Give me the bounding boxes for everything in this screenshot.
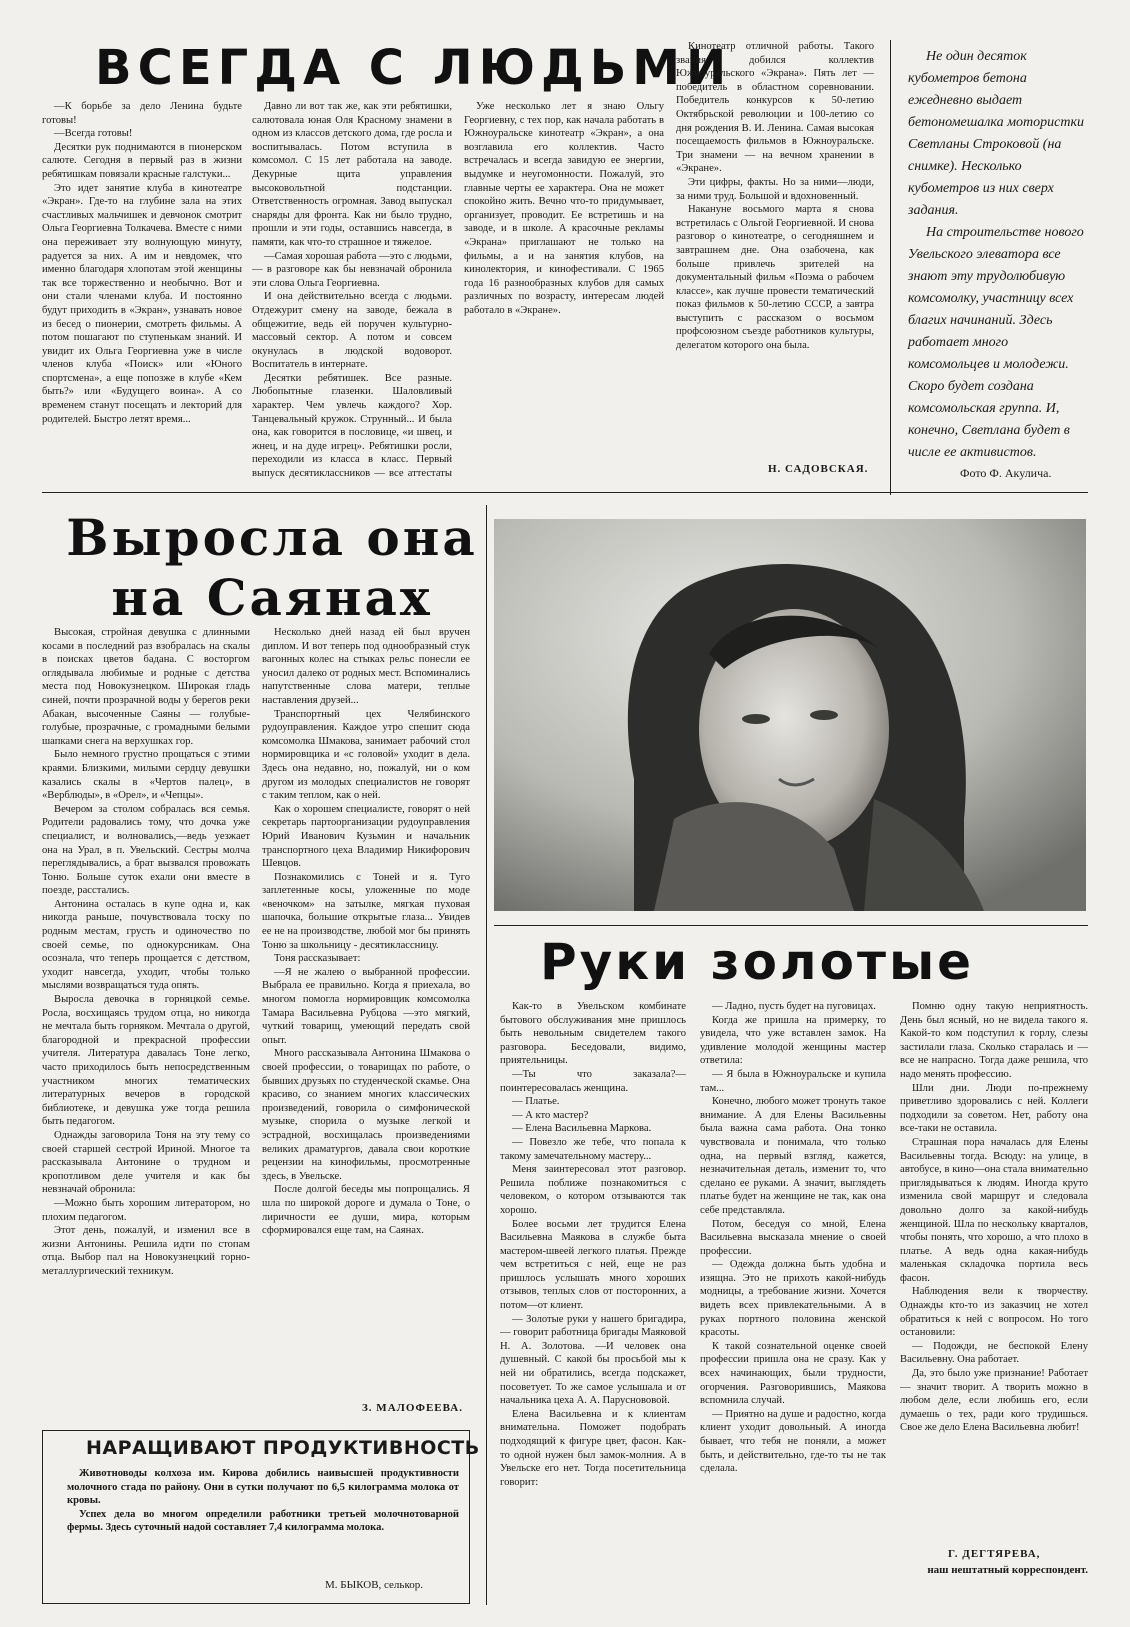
article4-paragraph: Животноводы колхоза им. Кирова добились наивысшей продуктивности молочного стада по району. Они в сутки получают по 6,5 килограмма молока от кровы.: [67, 1468, 459, 1506]
article1-column-4: [676, 40, 874, 458]
article3-paragraph: К такой сознательной оценке своей профессии пришла она не сразу. Как у всех начинающих, были трудности, огорчения. Разговорившись, Маякова вспомнила случай.: [700, 1340, 886, 1407]
article4-body: [67, 1467, 459, 1535]
article1-paragraph: —Самая хорошая работа —это с людьми, — в разговоре как бы невзначай обронила эти слова Ольга Георгиевна.: [252, 250, 452, 289]
article3-paragraph: —Ты что заказала?—поинтересовалась женщина.: [500, 1068, 686, 1094]
article3-paragraph: Да, это было уже признание! Работает — значит творит. А творить можно в любом деле, если любишь его, если думаешь о тех, ради кого трудишься. Свое же дело Елена Васильевна любит!: [900, 1368, 1088, 1434]
article3-paragraph: Конечно, любого может тронуть такое внимание. А для Елены Васильевны была важна сама работа. Она тонко чувствовала и понимала, что только одна, на первый взгляд, кажется, незначительная деталь, изменит то, что сделано ее руками. А значит, выглядеть платье будет на женщине не так, как она себе представляла.: [700, 1096, 886, 1216]
article3-paragraph: — Елена Васильевна Маркова.: [512, 1123, 652, 1135]
article3-paragraph: Меня заинтересовал этот разговор. Решила поближе познакомиться с человеком, о котором отзываются так хорошо.: [500, 1164, 686, 1216]
article2-paragraph: Как о хорошем специалисте, говорят о ней секретарь партоорганизации рудоуправления Юрий Иванович Кузьмин и начальник транспортного цеха Владимир Никифорович Шевцов.: [262, 803, 470, 870]
article3-paragraph: Наблюдения вели к творчеству. Однажды кто-то из заказчиц не хотел обратиться к ней с вопросом. Но того остановили:: [900, 1286, 1088, 1339]
article1-paragraph: Эти цифры, факты. Но за ними—люди, за ними труд. Большой и вдохновенный.: [676, 176, 874, 202]
article1-signature: Н. САДОВСКАЯ.: [768, 463, 869, 475]
article2-column-1: [42, 626, 250, 1414]
article1-paragraph: Давно ли вот так же, как эти ребятишки, салютовала юная Оля Красному знамени в одном из классов детского дома, где росла и воспитывалась. Потом вступила в комсомол. С 15 лет работала на заводе. Декурные щита управления высоковольтной подстанции. Ответственность огромная. Завод выпускал снаряды для фронта. Как ни было трудно, прошли и эти годы, оставшись навсегда, в памяти, как что-то страшное и тяжелое.: [252, 101, 452, 248]
article3-paragraph: — Приятно на душе и радостно, когда клиент уходит довольный. А иногда бывает, что тебя не поняли, а может быть, и действительно, где-то ты не так сделала.: [700, 1408, 886, 1475]
article3-column-1: [500, 1000, 686, 1605]
article4-paragraph: Успех дела во многом определили работники третьей молочнотоварной фермы. Здесь суточный надой составляет 7,4 килограмма молока.: [67, 1508, 459, 1533]
article3-paragraph: Когда же пришла на примерку, то увидела, что уже вставлен замок. На удивление молодой женщины мастер ответила:: [700, 1014, 886, 1067]
article1-column-1: [42, 100, 242, 480]
article2-paragraph: Было немного грустно прощаться с этими краями. Близкими, милыми сердцу девушки казались скалы в «Чертов палец», в «Верблюды», в «Орел», и «Чепцы».: [42, 749, 250, 802]
article1-column-2: [252, 100, 452, 480]
article3-paragraph: Помню одну такую неприятность. День был ясный, но не видела такого я. Какой-то ком подступил к горлу, слезы застилали глаза. Сколько старалась и — все не напрасно. Тогда даже решила, что надо менять профессию.: [900, 1001, 1088, 1080]
article3-signature: Г. ДЕГТЯРЕВА,: [948, 1548, 1041, 1560]
article2-paragraph: Транспортный цех Челябинского рудоуправления. Каждое утро спешит сюда комсомолка Шмакова, занимает рабочий стол нормировщика и «с головой» уходит в дела. Здесь она недавно, но, пожалуй, ни о ком другом из молодых специалистов не говорят с таким теплом, как о ней.: [262, 708, 470, 802]
article3-signature-role: наш нештатный корреспондент.: [927, 1564, 1088, 1576]
article2-headline-line1: Выросла она: [66, 508, 478, 567]
article1-paragraph: Десятки ребятишек. Все разные. Любопытные глазенки. Шаловливый характер. Чем увлечь каждого? Хор. Танцевальный кружок. Струнный... И была она, как говорится в пословице, «и швец, и жнец, и на дуде игрец». Ребятишки росли, переходили из класса в класс. Первый выпуск десятиклассников — все аттестаты: [252, 372, 452, 480]
article2-headline-line2: на Саянах: [111, 568, 433, 627]
article2-paragraph: Выросла девочка в горняцкой семье. Росла, восхищаясь трудом отца, но никогда не мечтала быть горняком. Мечтала о другой, благородной и прекрасной профессии учителя. Литература давалась Тоне легко, часто приходилось быть непосредственным участником многих тематических литературных вечеров в городской библиотеке, и девушка уже тогда решила быть педагогом.: [42, 994, 250, 1128]
article3-paragraph: Шли дни. Люди по-прежнему приветливо здоровались с ней. Коллеги подходили за советом. Нет, работу она все-таки не оставила.: [900, 1082, 1088, 1135]
article1-paragraph: Кинотеатр отличной работы. Такого звания добился коллектив Южноуральского «Экрана». Пять лет — победитель в областном соревновании. Победитель конкурсов к 50-летию Октябрьской революции и 100-летию со дня рождения В. И. Ленина. Самая высокая посещаемость фильмов в Южноуральске. Три знамени — на вечном хранении в «Экране».: [676, 41, 874, 175]
article2-paragraph: Этот день, пожалуй, и изменил все в жизни Антонины. Решила идти по стопам отца. Выбор пал на Новокузнецкий горно-металлургический техникум.: [42, 1225, 250, 1277]
photo-image: [494, 519, 1086, 911]
article2-paragraph: Антонина осталась в купе одна и, как никогда раньше, почувствовала тоску по родным местам, грусть и одиночество по своей семье, по однокурсникам. Она осознала, что теперь прощается с детством, уходит навсегда, уходит, чтобы только мыслями возвращаться туда опять.: [42, 898, 250, 992]
article3-headline: Руки золотые: [540, 933, 975, 991]
article1-paragraph: Уже несколько лет я знаю Ольгу Георгиевну, с тех пор, как начала работать в Южноуральске кинотеатр «Экран», а она возглавила его коллектив. Часто встречалась и всегда завидую ее энергии, выдумке и неугомонности. Пожалуй, это главные черты ее характера. Она не может спокойно жить. Вечно что-то придумывает, организует, проводит. Ее встретишь и на заводе, и в школе. А красочные рекламы «Экрана» приглашают не только на фильмы, а и на занятия клубов, на кинолектория, и кинофестивали. С 1965 года 16 разнообразных клубов для самых различных по возрасту, интересам людей работало в «Экране».: [464, 101, 664, 316]
caption-paragraph: На строительстве нового Увельского элеватора все знают эту трудолюбивую комсомолку, участницу всех благих начинаний. Здесь работает много комсомольцев и молодежи. Скоро будет создана комсомольская группа. И, конечно, Светлана будет в числе ее активистов.: [908, 225, 1084, 460]
article2-paragraph: Однажды заговорила Тоня на эту тему со своей старшей сестрой Ириной. Многое та рассказывала Антонине о трудном и кропотливом деле учителя и как бы невзначай обронила:: [42, 1129, 250, 1196]
section-divider: [494, 925, 1088, 926]
article2-paragraph: Много рассказывала Антонина Шмакова о своей профессии, о товарищах по работе, о бывших друзьях по студенческой скамье. Она красиво, со знанием многих классических произведений, говорила о симфонической музыке, спорила о музыке легкой и эстрадной, восхищалась произведениями великих драматургов, давала свои короткие рецензии на кинофильмы, просмотренные здесь, в Увельске.: [262, 1048, 470, 1182]
article2-paragraph: Вечером за столом собралась вся семья. Родители радовались тому, что дочка уже специалист, и волновались,—ведь уезжает она на Урал, в п. Увельский. Сестры молча переглядывались, а брат вызвался провожать Тоню. Больше суток ехали они вместе в поезде, расстались.: [42, 803, 250, 897]
article2-paragraph: —Можно быть хорошим литератором, но плохим педагогом.: [42, 1197, 250, 1223]
article1-paragraph: Десятки рук поднимаются в пионерском салюте. Сегодня в первый раз в жизни ребятишкам повязали красные галстуки...: [42, 141, 242, 180]
article3-paragraph: — Ладно, пусть будет на пуговицах.: [712, 1001, 876, 1012]
article3-paragraph: — Повезло же тебе, что попала к такому замечательному мастеру...: [500, 1136, 686, 1162]
article2-paragraph: —Я не жалею о выбранной профессии. Выбрала ее правильно. Когда я приехала, во многом помогла нормировщик комсомолка Тамара Васильевна Рубцова —это мягкий, чуткий товарищ, умеющий передать свой опыт.: [262, 966, 470, 1046]
article4-headline: НАРАЩИВАЮТ ПРОДУКТИВНОСТЬ: [86, 1437, 480, 1459]
caption-paragraph: Не один десяток кубометров бетона ежедневно выдает бетономешалка мотористки Светланы Строковой (на снимке). Несколько кубометров из них сверх задания.: [908, 49, 1085, 218]
article2-paragraph: Познакомились с Тоней и я. Туго заплетенные косы, уложенные по моде «веночком» на затылке, мягкая пуховая шапочка, большие открытые глаза... Увидев ее не на производстве, любой мог бы принять Тоню за школьницу - десятиклассницу.: [262, 871, 470, 951]
article3-column-2: [700, 1000, 886, 1605]
article2-signature: З. МАЛОФЕЕВА.: [362, 1402, 463, 1414]
column-divider: [486, 505, 487, 1605]
article1-paragraph: Это идет занятие клуба в кинотеатре «Экран». Где-то на глубине зала на этих счастливых мальчишек и девчонок смотрит Ольга Георгиевна Толкачева. Вместе с ними она переживает эту волнующую минуту, радуется за них. А им и невдомек, что именно благодаря хлопотам этой женщины так все торжественно и необычно. Вот и они стали членами клуба. И постоянно будут приходить в «Экран», узнавать новое из бесед о пионерии, смотреть фильмы. А потом пошагают по ступенькам знаний. И увидит их Ольга Георгиевна уже в числе членов клуба «Поиск» или «Юного спортсмена», а еще попозже в клубе «Кем быть?» или «Будущего воина». А со временем станут посещать и лекторий для родителей. Быстро летят время...: [42, 182, 242, 425]
article1-headline: ВСЕГДА С ЛЮДЬМИ: [95, 40, 733, 96]
article2-paragraph: Несколько дней назад ей был вручен диплом. И вот теперь под однообразный стук вагонных колес на стыках рельс понесли ее уносил далеко от родных мест. Вспоминались напутственные слова матери, теплые наставления друзей...: [262, 627, 470, 706]
article3-paragraph: — А кто мастер?: [512, 1109, 589, 1121]
article4-signature: М. БЫКОВ, селькор.: [325, 1579, 423, 1591]
photo-credit: Фото Ф. Акулича.: [960, 466, 1052, 480]
photo-caption: [908, 46, 1088, 464]
column-divider: [890, 40, 891, 495]
article3-paragraph: — Подожди, не беспокой Елену Васильевну. Она работает.: [900, 1340, 1088, 1366]
article3-paragraph: Потом, беседуя со мной, Елена Васильевна высказала мнение о своей профессии.: [700, 1218, 886, 1257]
article1-paragraph: —Всегда готовы!: [54, 128, 133, 140]
article1-paragraph: И она действительно всегда с людьми. Отдежурит смену на заводе, бежала в общежитие, ведь ей поручен культурно-массовый сектор. А потом и совсем окунулась в людской водоворот. Воспитатель в интернате.: [252, 291, 452, 371]
article3-paragraph: — Платье.: [512, 1096, 560, 1108]
article3-paragraph: Елена Васильевна и к клиентам внимательна. Поможет подобрать подходящий к фигуре цвет, фасон. Как-то одной нужен был замок-молния. А в Увельске его нет. Тогда посетительница говорит:: [500, 1408, 686, 1488]
article3-paragraph: Более восьми лет трудится Елена Васильевна Маякова в службе быта мастером-швеей легкого платья. Прежде чем встретиться с ней, еще не раз пришлось услышать много хороших отзывов, теплых слов от посторонних, а потом—от клиент.: [500, 1218, 686, 1312]
article3-paragraph: — Одежда должна быть удобна и изящна. Это не прихоть какой-нибудь модницы, а требование жизни. Хочется видеть всех привлекательными. А в руках портного половина женской красоты.: [700, 1259, 886, 1339]
article3-paragraph: Страшная пора началась для Елены Васильевны тогда. Всюду: на улице, в автобусе, в кино—она стала внимательно приглядываться к людям. Иногда круто изменила свой маршрут и следовала довольно долго за какой-нибудь женщиной. Шла по нескольку кварталов, чтобы понять, что хорошо, а что плохо в платье. А ведь одна какая-нибудь маленькая складочка портила весь фасон.: [900, 1136, 1088, 1284]
article3-paragraph: Как-то в Увельском комбинате бытового обслуживания мне пришлось быть невольным свидетелем такого разговора. Беседовали, видимо, приятельницы.: [500, 1001, 686, 1067]
article1-column-3: [464, 100, 664, 480]
section-divider: [42, 492, 1088, 493]
article1-paragraph: —К борьбе за дело Ленина будьте готовы!: [42, 101, 242, 126]
article2-paragraph: Высокая, стройная девушка с длинными косами в последний раз взобралась на скалы в поисках цветов бадана. С восторгом оглядывала любимые и родные с детства места под Новокузнецком. Широкая гладь синей, почти прозрачной воды у берегов реки Абакан, высоченные Саяны — голубые-голубые, прозрачные, с громадными белыми шапками снега на верхушках гор.: [42, 627, 250, 747]
article2-headline: [62, 508, 482, 628]
article1-paragraph: Накануне восьмого марта я снова встретилась с Ольгой Георгиевной. И снова разговор о кинотеатре, о сегодняшнем и завтрашнем дне. Она озабочена, как больше привлечь зрителей на документальный фильм «Поэма о рабочем классе», как лучше провести тематический показ фильмов к 50-летию СССР, а завтра выступить с рассказом о восьмом профсоюзном съезде работников культуры, делегатом которого она была.: [676, 204, 874, 352]
article2-paragraph: После долгой беседы мы попрощались. Я шла по широкой дороге и думала о Тоне, о лиричности ее души, мира, которым сформировался еще там, на Саянах.: [262, 1184, 470, 1237]
article2-paragraph: Тоня рассказывает:: [274, 953, 361, 965]
article3-column-3: [900, 1000, 1088, 1540]
article3-paragraph: — Я была в Южноуральске и купила там...: [700, 1068, 886, 1094]
article2-column-2: [262, 626, 470, 1396]
worker-portrait-photo: [494, 519, 1086, 911]
article3-paragraph: — Золотые руки у нашего бригадира,— говорит работница бригады Маяковой Н. А. Золотова. —И человек она душевный. С какой бы просьбой мы к ней ни обратились, всегда подскажет, посоветует. То же самое услышала и от начальника цеха А. А. Паруснововой.: [500, 1313, 686, 1407]
